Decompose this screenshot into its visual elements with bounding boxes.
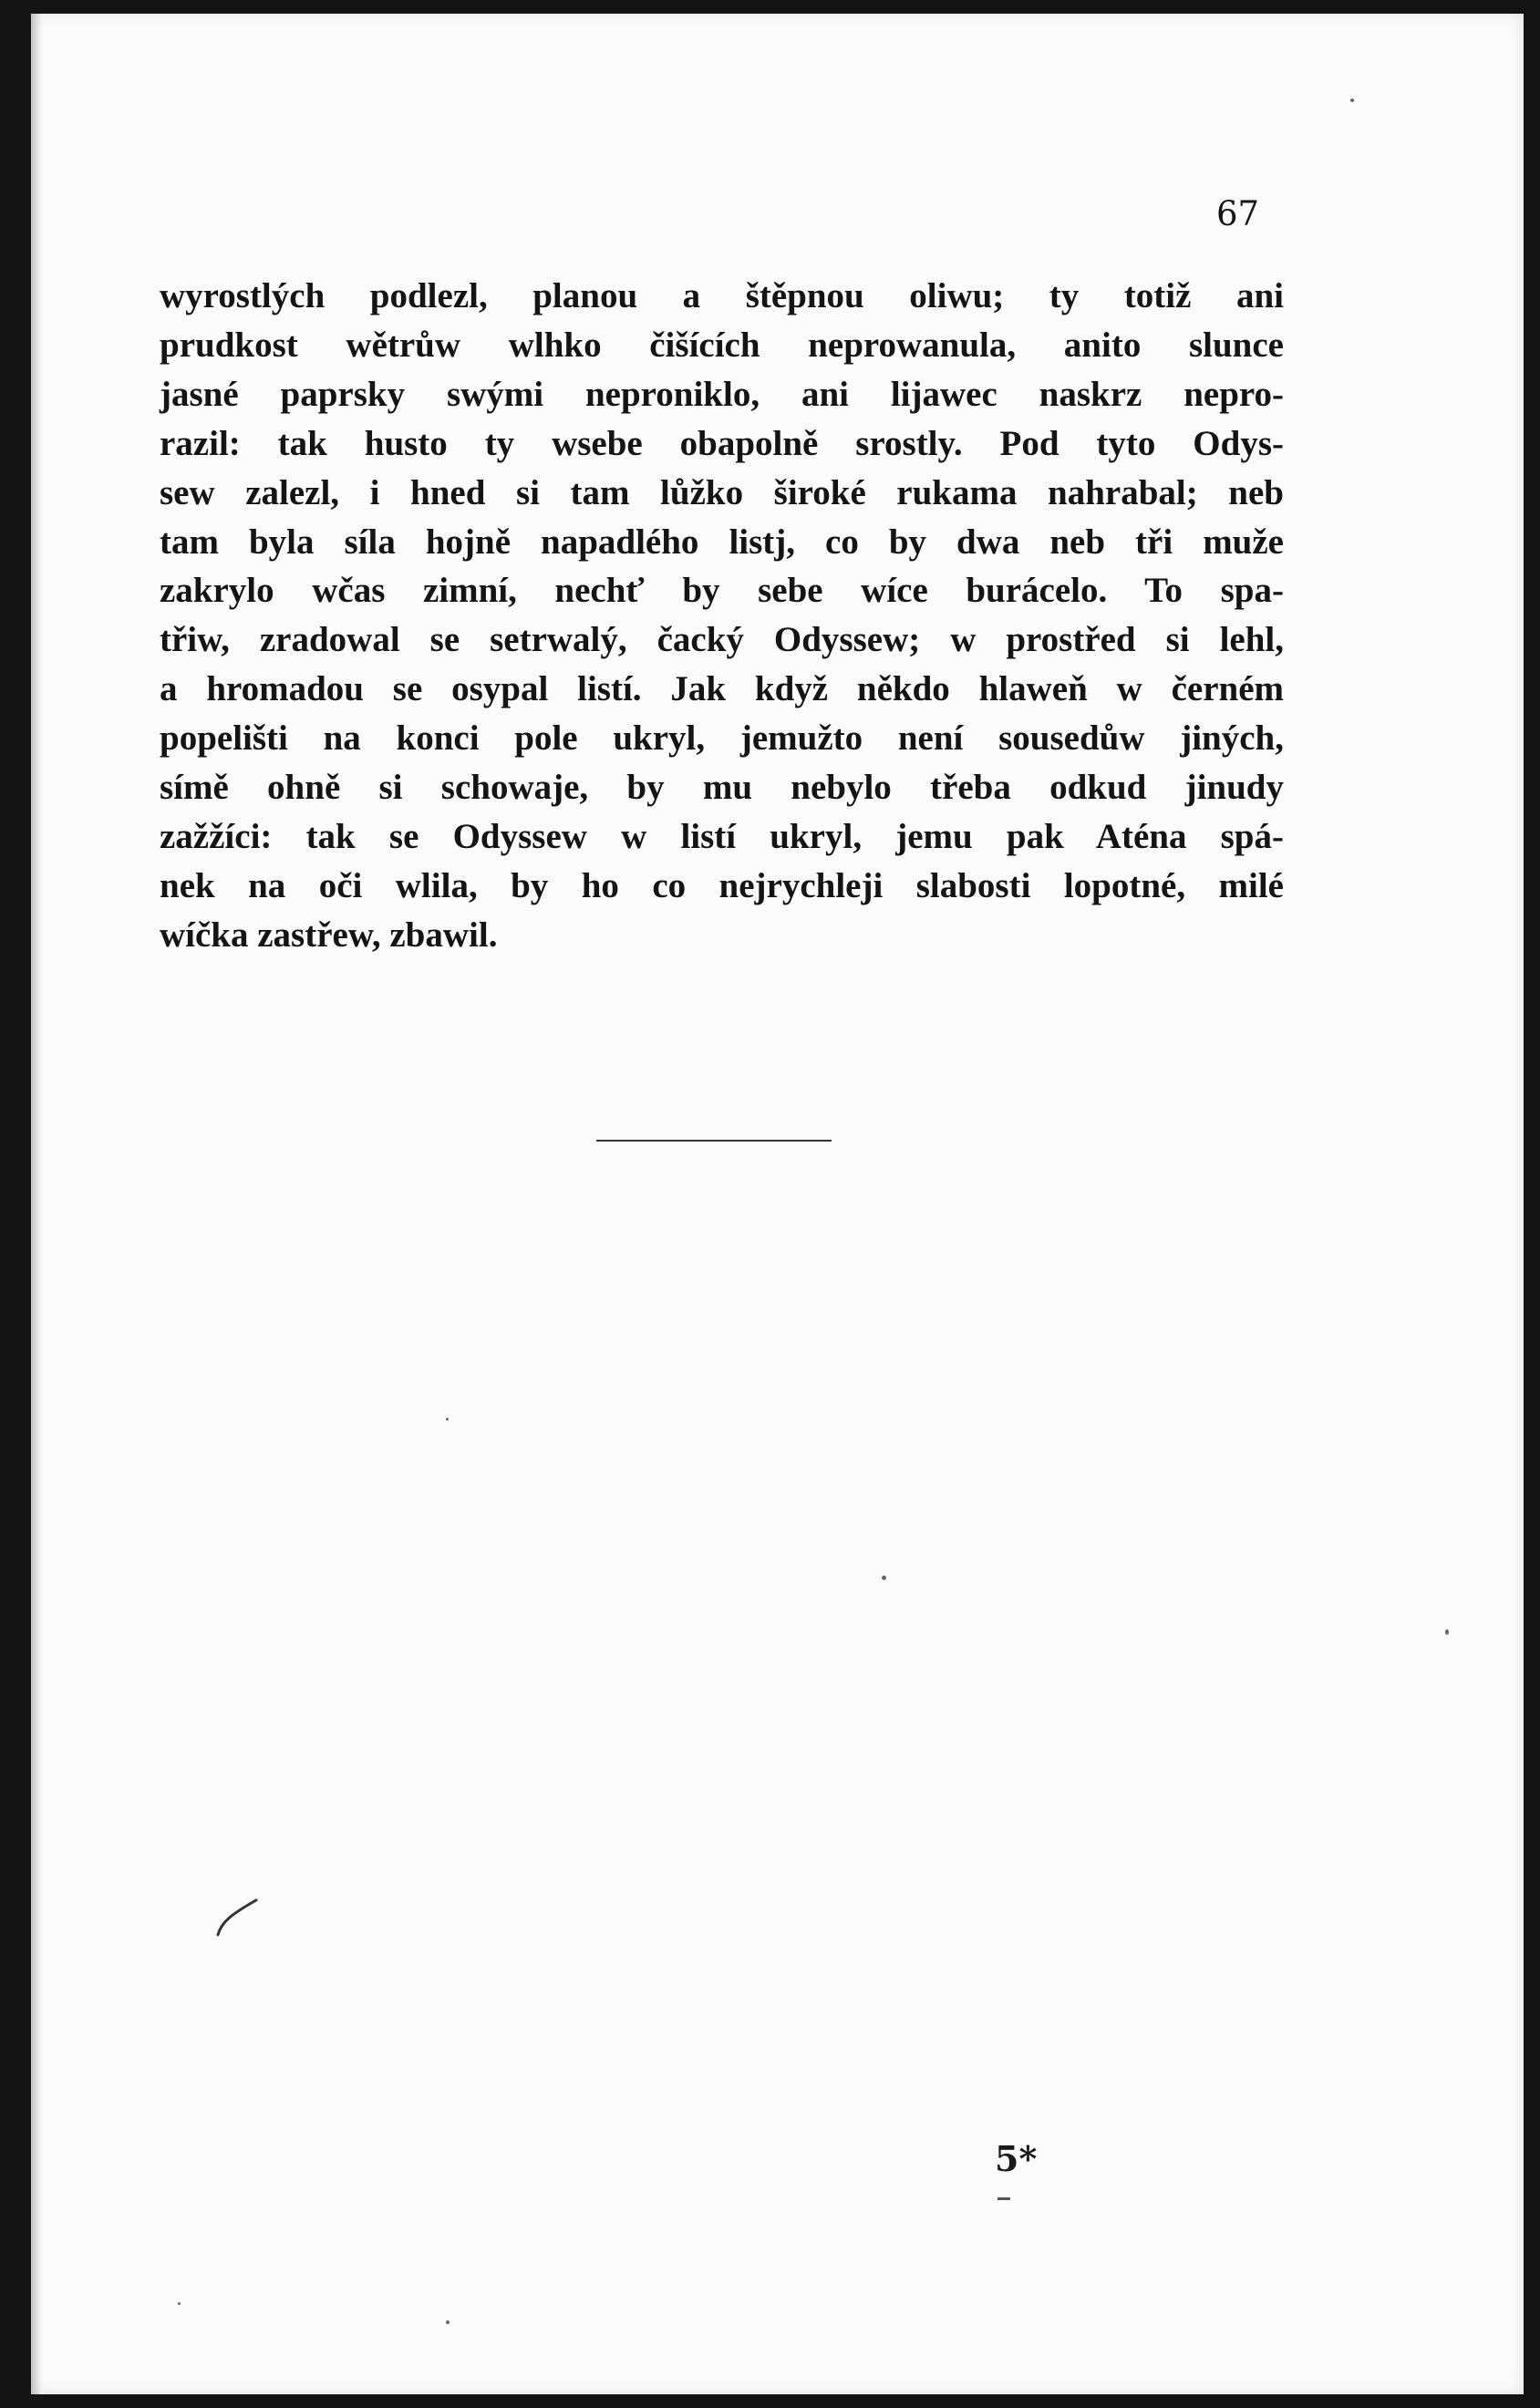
text-line: nek na oči wlila, by ho co nejrychleji slabosti lopotné, milé [160,865,1284,905]
body-paragraph [160,272,1284,960]
text-line: sew zalezl, i hned si tam lůžko široké rukama nahrabal; neb [160,472,1284,512]
text-line: símě ohně si schowaje, by mu nebylo třeba odkud jinudy [160,768,1284,808]
signature-mark: 5* [995,2138,1038,2179]
text-line: wíčka zastřew, zbawil. [160,915,498,955]
text-line: zakrylo wčas zimní, nechť by sebe wíce burácelo. To spa- [160,571,1284,611]
paper-speck [446,2320,450,2324]
text-line: jasné paprsky swými neproniklo, ani lijawec naskrz nepro- [160,374,1284,414]
binding-shadow [31,14,42,2394]
paper-speck [1350,98,1354,102]
paper-speck [1445,1629,1449,1635]
paper-speck [178,2302,181,2305]
text-line: tam byla síla hojně napadlého listj, co by dwa neb tři muže [160,522,1284,562]
text-line: prudkost wětrůw wlhko čišících neprowanula, anito slunce [160,325,1284,365]
text-line: a hromadou se osypal listí. Jak když někdo hlaweň w černém [160,669,1284,709]
paper-sheet [31,14,1524,2394]
text-line: wyrostlých podlezl, planou a štěpnou oliwu; ty totiž ani [160,276,1284,315]
text-line: třiw, zradowal se setrwalý, čacký Odyssew; w prostřed si lehl, [160,620,1284,660]
paper-speck [882,1576,886,1580]
pencil-mark [211,1895,265,1940]
text-line: zažžíci: tak se Odyssew w listí ukryl, jemu pak Aténa spá- [160,816,1284,856]
signature-underline [997,2197,1010,2200]
paper-speck [446,1418,449,1421]
section-divider [596,1140,832,1142]
page-number: 67 [1216,194,1260,233]
text-line: popelišti na konci pole ukryl, jemužto není sousedůw jiných, [160,718,1284,759]
text-line: razil: tak husto ty wsebe obapolně srostly. Pod tyto Odys- [160,423,1284,463]
